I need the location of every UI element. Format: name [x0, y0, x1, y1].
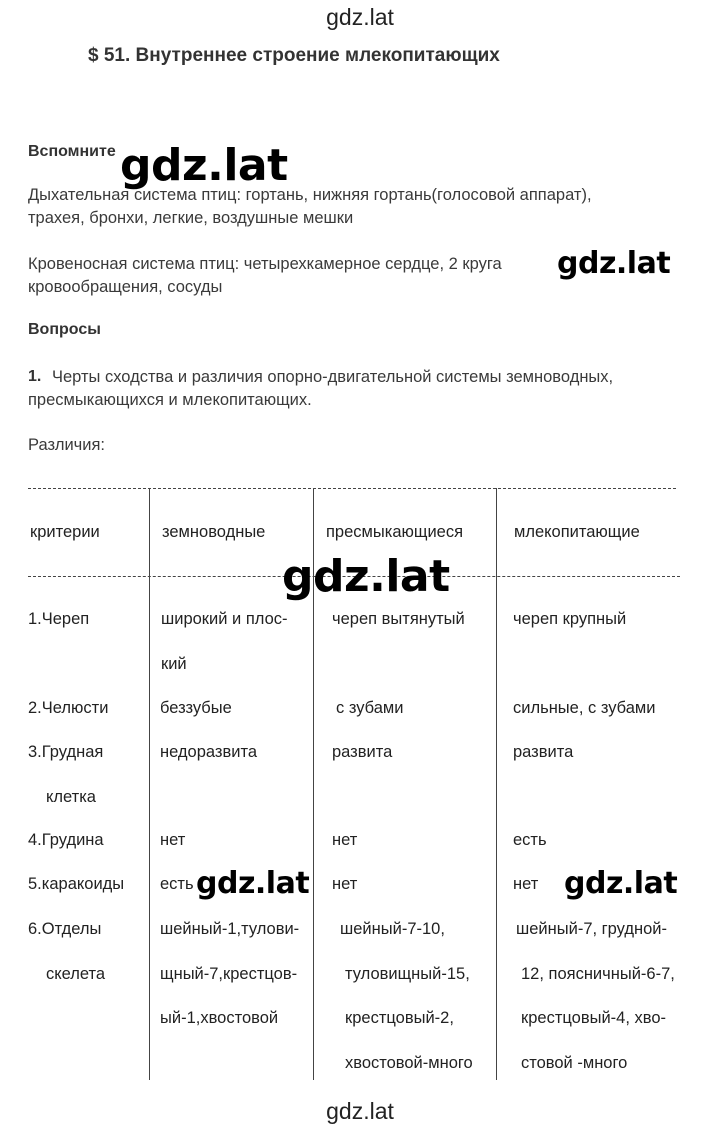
table-cell-amphibians: нет — [160, 831, 186, 849]
table-header-reptiles: пресмыкающиеся — [326, 523, 464, 541]
remember-paragraph-2-line-2: кровообращения, сосуды — [28, 278, 223, 296]
table-cell-amphibians: щный-7,крестцов- — [160, 964, 298, 983]
table-cell-reptiles: череп вытянутый — [332, 610, 465, 628]
remember-paragraph-2-line-1: Кровеносная система птиц: четырехкамерное сердце, 2 круга — [28, 255, 502, 273]
table-cell-mammals: шейный-7, грудной- — [516, 920, 667, 938]
table-cell-criteria: 6.Отделы — [28, 920, 102, 938]
table-cell-mammals: сильные, с зубами — [513, 699, 656, 717]
watermark-mid-3: gdz.lat — [564, 866, 678, 901]
watermark-mid-2: gdz.lat — [196, 866, 310, 901]
question-1-number: 1. — [28, 368, 42, 385]
table-cell-amphibians: широкий и плос- — [161, 610, 288, 628]
table-cell-criteria: клетка — [46, 787, 96, 806]
questions-heading: Вопросы — [28, 321, 101, 338]
table-column-divider — [496, 488, 497, 1080]
table-cell-amphibians: ый-1,хвостовой — [160, 1009, 279, 1027]
table-cell-mammals: стовой -много — [521, 1053, 628, 1072]
table-cell-criteria: 1.Череп — [28, 610, 90, 628]
table-cell-amphibians: недоразвита — [160, 743, 257, 761]
watermark-top: gdz.lat — [326, 4, 394, 30]
table-header-mammals: млекопитающие — [514, 523, 640, 541]
differences-label: Различия: — [28, 436, 106, 454]
page-title: $ 51. Внутреннее строение млекопитающих — [88, 45, 500, 66]
table-cell-amphibians: шейный-1,тулови- — [160, 920, 300, 938]
table-cell-reptiles: шейный-7-10, — [340, 920, 445, 938]
question-1-line-2: пресмыкающихся и млекопитающих. — [28, 391, 312, 409]
remember-paragraph-1-line-1: Дыхательная система птиц: гортань, нижняя гортань(голосовой аппарат), — [28, 186, 592, 204]
table-cell-criteria: скелета — [46, 964, 106, 983]
table-cell-mammals: нет — [513, 875, 539, 893]
table-column-divider — [149, 488, 150, 1080]
table-cell-criteria: 3.Грудная — [28, 743, 104, 761]
table-cell-reptiles: с зубами — [336, 699, 404, 717]
table-header-amphibians: земноводные — [162, 523, 266, 541]
table-cell-criteria: 2.Челюсти — [28, 699, 109, 717]
watermark-large-2: gdz.lat — [282, 551, 450, 602]
table-cell-criteria: 5.каракоиды — [28, 875, 125, 893]
table-cell-mammals: 12, поясничный-6-7, — [521, 964, 675, 983]
table-cell-reptiles: крестцовый-2, — [345, 1009, 454, 1027]
table-cell-mammals: череп крупный — [513, 610, 627, 628]
table-cell-mammals: развита — [513, 743, 574, 761]
question-1-line-1: Черты сходства и различия опорно-двигательной системы земноводных, — [52, 368, 614, 386]
table-cell-reptiles: нет — [332, 875, 358, 893]
table-header-criteria: критерии — [30, 523, 100, 541]
table-cell-reptiles: туловищный-15, — [345, 964, 470, 983]
watermark-bottom: gdz.lat — [326, 1098, 394, 1124]
table-cell-amphibians: беззубые — [160, 699, 232, 717]
table-cell-amphibians: кий — [161, 654, 187, 673]
remember-heading: Вспомните — [28, 143, 116, 160]
remember-paragraph-1-line-2: трахея, бронхи, легкие, воздушные мешки — [28, 209, 354, 227]
table-cell-reptiles: нет — [332, 831, 358, 849]
watermark-mid-1: gdz.lat — [557, 246, 671, 281]
watermark-large-1: gdz.lat — [120, 140, 288, 191]
table-cell-reptiles: хвостовой-много — [345, 1053, 473, 1072]
table-cell-mammals: крестцовый-4, хво- — [521, 1009, 667, 1027]
table-cell-amphibians: есть — [160, 875, 194, 893]
table-top-divider — [28, 488, 676, 489]
table-cell-mammals: есть — [513, 831, 547, 849]
table-cell-criteria: 4.Грудина — [28, 831, 104, 849]
table-cell-reptiles: развита — [332, 743, 393, 761]
